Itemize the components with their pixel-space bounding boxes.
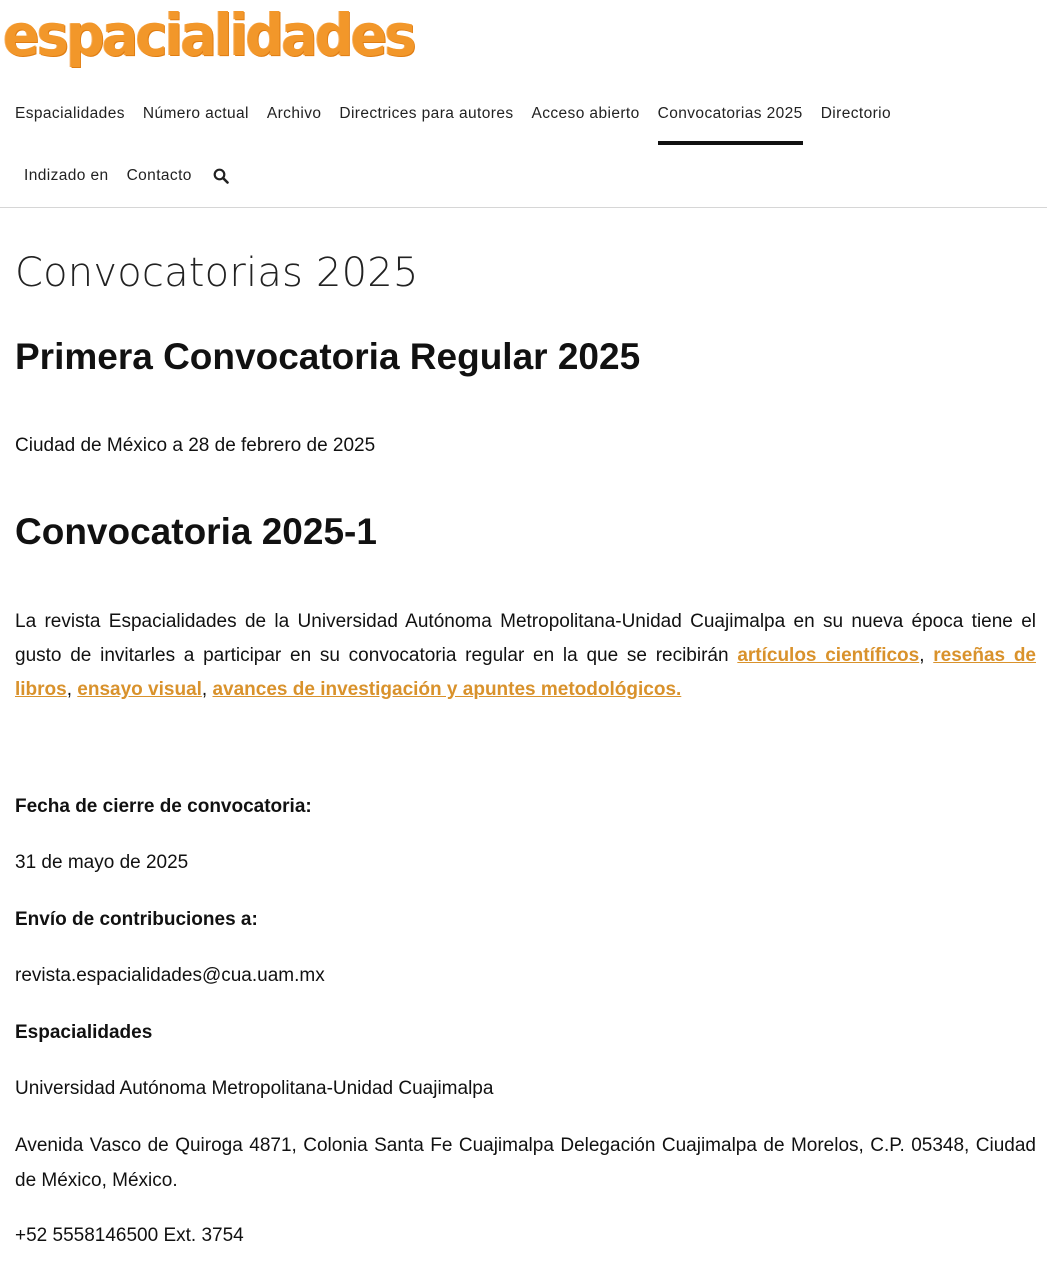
nav-item-directorio[interactable]: Directorio: [820, 105, 892, 122]
nav-item-convocatorias[interactable]: Convocatorias 2025: [649, 83, 812, 145]
link-resenas[interactable]: reseñas de libros: [15, 645, 1036, 700]
submit-email: revista.espacialidades@cua.uam.mx: [15, 965, 325, 986]
search-icon[interactable]: [213, 168, 229, 184]
nav-item-indizado[interactable]: Indizado en: [24, 167, 109, 184]
closing-date: 31 de mayo de 2025: [15, 852, 189, 873]
nav-item-espacialidades[interactable]: Espacialidades: [15, 105, 125, 122]
address: Avenida Vasco de Quiroga 4871, Colonia Santa Fe Cuajimalpa Delegación Cuajimalpa de Morelos, C.P. 05348, Ciudad de México, México.: [15, 1135, 1036, 1191]
closing-label: Fecha de cierre de convocatoria:: [15, 796, 312, 817]
nav-row-2: [15, 145, 229, 207]
link-avances[interactable]: avances de investigación y apuntes metodológicos.: [212, 679, 682, 700]
nav-item-contacto[interactable]: Contacto: [126, 167, 192, 184]
nav-item-acceso-abierto[interactable]: Acceso abierto: [531, 105, 640, 122]
org-label: Espacialidades: [15, 1022, 153, 1043]
phone: +52 5558146500 Ext. 3754: [15, 1225, 244, 1246]
submit-label: Envío de contribuciones a:: [15, 909, 258, 930]
nav-item-directrices[interactable]: Directrices para autores: [339, 105, 514, 122]
intro-text: La revista Espacialidades de la Universidad Autónoma Metropolitana-Unidad Cuajimalpa en su nueva época tiene el gusto de invitarles a participar en su convocatoria regular en la que se recibirán: [15, 611, 1036, 666]
site-logo[interactable]: espacialidades: [3, 1, 414, 69]
link-ensayo-visual[interactable]: ensayo visual: [77, 679, 202, 700]
link-articulos[interactable]: artículos científicos: [737, 645, 920, 666]
page-title: Convocatorias 2025: [15, 250, 419, 296]
nav-item-archivo[interactable]: Archivo: [266, 105, 322, 122]
nav-item-numero-actual[interactable]: Número actual: [142, 105, 249, 122]
date-line: Ciudad de México a 28 de febrero de 2025: [15, 435, 376, 456]
nav-divider: [0, 207, 1047, 208]
heading-primary: Primera Convocatoria Regular 2025: [15, 336, 641, 377]
nav-row-1: [6, 83, 900, 145]
org-name: Universidad Autónoma Metropolitana-Unidad Cuajimalpa: [15, 1078, 494, 1099]
intro-paragraph: La revista Espacialidades de la Universidad Autónoma Metropolitana-Unidad Cuajimalpa en su nueva época tiene el gusto de invitarles a participar en su convocatoria regular en la que se recibirán artículos científicos, reseñas de libros, ensayo visual, avances de investigación y apuntes metodológicos.: [15, 611, 1036, 700]
heading-call: Convocatoria 2025-1: [15, 511, 377, 552]
